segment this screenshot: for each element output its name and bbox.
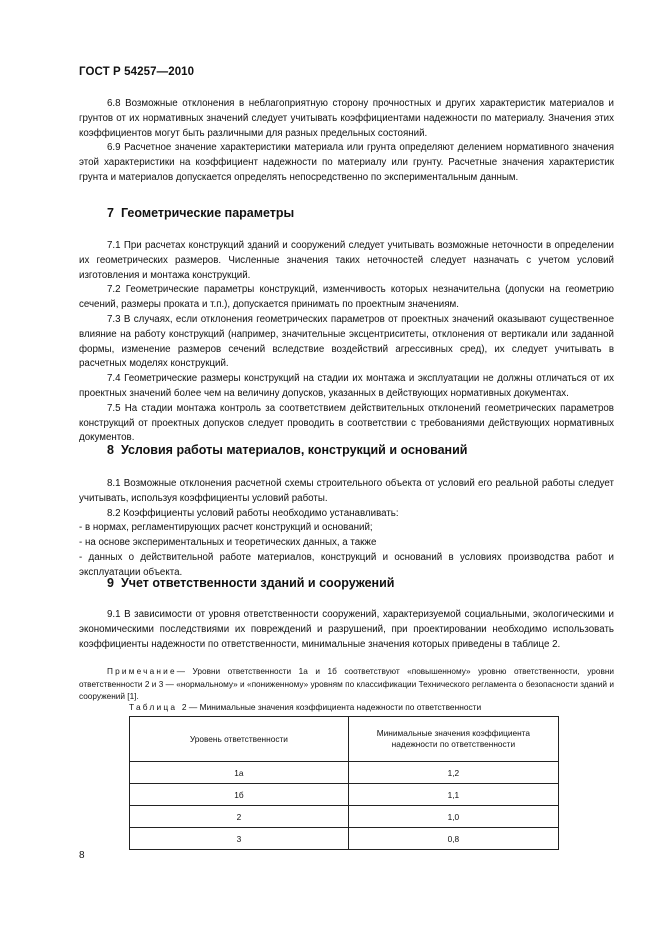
section-8-heading <box>79 443 614 457</box>
section-7-heading <box>79 206 614 220</box>
section-number: 8 <box>107 443 114 457</box>
section-8-body <box>79 477 614 581</box>
section-title <box>79 576 614 590</box>
paragraph-7-3: 7.3 В случаях, если отклонения геометрических параметров от проектных значений оказывают существенное влияние на работу конструкций (например, значительные эксцентриситеты, отклонения от вертикали или заданной формы, изменение размеров сечений вследствие воздействий агрессивных сред), их следует учитывать в расчетных моделях конструкций. <box>79 313 614 370</box>
section-9-heading <box>79 576 614 590</box>
section-title <box>79 206 614 220</box>
note-label: Примечание <box>107 667 177 676</box>
table-header-row <box>130 717 559 762</box>
paragraph-8-2: 8.2 Коэффициенты условий работы необходимо устанавливать: <box>107 507 399 519</box>
table-cell-value: 1,2 <box>348 762 558 784</box>
table-row <box>130 828 559 850</box>
table-cell-level: 2 <box>130 806 349 828</box>
note-body: — Уровни ответственности 1а и 1б соответствуют «повышенному» уровню ответственности, уровни ответственности 2 и 3 — «нормальному» и «пониженному» уровням по классификации Технического регламента о безопасности зданий и сооружений [1]. <box>79 667 614 702</box>
list-item: - на основе экспериментальных и теоретических данных, а также <box>79 537 377 549</box>
note-text <box>79 666 614 704</box>
responsibility-table <box>129 716 559 850</box>
section-number: 7 <box>107 206 114 220</box>
paragraph-7-4: 7.4 Геометрические размеры конструкций на стадии их монтажа и эксплуатации не должны отличаться от их проектных значений более чем на величину допусков, указанных в действующих нормативных документах. <box>79 373 614 399</box>
table-caption <box>129 702 559 712</box>
table-row <box>130 806 559 828</box>
paragraph-7-2: 7.2 Геометрические параметры конструкций, изменчивость которых незначительна (допуски на геометрию сечений, размеры проката и т.п.), допускается принимать по проектным значениям. <box>79 284 614 311</box>
table-cell-value: 1,1 <box>348 784 558 806</box>
section-7-body <box>79 239 614 446</box>
list-item: - в нормах, регламентирующих расчет конструкций и оснований; <box>79 522 373 534</box>
section-title <box>79 443 614 457</box>
note <box>79 666 614 704</box>
table-cell-value: 1,0 <box>348 806 558 828</box>
table-row <box>130 784 559 806</box>
table-cell-level: 1а <box>130 762 349 784</box>
paragraph-8-1: 8.1 Возможные отклонения расчетной схемы строительного объекта от условий его реальной работы следует учитывать, используя коэффициенты условий работы. <box>79 478 614 504</box>
section-title-text: Геометрические параметры <box>120 206 295 220</box>
paragraph-6-9: 6.9 Расчетное значение характеристики материала или грунта определяют делением нормативного значения этой характеристики на коэффициент надежности по материалу или грунту. Расчетные значения характеристик грунта и материалов допускается определять непосредственно по экспериментальным данным. <box>79 142 614 183</box>
section-title-text: Учет ответственности зданий и сооружений <box>120 576 395 590</box>
list-item: - данных о действительной работе материалов, конструкций и оснований в условиях производства работ и эксплуатации объекта. <box>79 551 614 578</box>
paragraph-7-5: 7.5 На стадии монтажа контроль за соответствием действительных отклонений геометрических параметров конструкций от проектных допусков следует проводить в соответствии с требованиями действующих нормативных документов. <box>79 402 614 444</box>
paragraph-9-1: 9.1 В зависимости от уровня ответственности сооружений, характеризуемой социальными, экологическими и экономическими последствиями их повреждений и разрушений, при проектировании необходимо использовать коэффициенты надежности по ответственности, минимальные значения которых приведены в таблице 2. <box>79 609 614 650</box>
page-number: 8 <box>79 850 85 861</box>
section-title-text: Условия работы материалов, конструкций и оснований <box>120 443 468 457</box>
paragraph-6-8: 6.8 Возможные отклонения в неблагоприятную сторону прочностных и других характеристик материалов и грунтов от их нормативных значений следует учитывать коэффициентами надежности по материалу. Значения этих коэффициентов могут быть различными для разных предельных состояний. <box>79 98 614 139</box>
table-cell-level: 1б <box>130 784 349 806</box>
section-number: 9 <box>107 576 114 590</box>
table-row <box>130 762 559 784</box>
table-caption-text: 2 — Минимальные значения коэффициента надежности по ответственности <box>181 702 482 712</box>
column-header-coefficient: Минимальные значения коэффициента надежности по ответственности <box>348 717 558 762</box>
paragraph-7-1: 7.1 При расчетах конструкций зданий и сооружений следует учитывать возможные неточности в определении их геометрических размеров. Численные значения таких неточностей следует назначать с учетом условий изготовления и монтажа конструкций. <box>79 240 614 281</box>
document-header: ГОСТ Р 54257—2010 <box>79 66 195 78</box>
section-6-continued <box>79 97 614 186</box>
column-header-level: Уровень ответственности <box>130 717 349 762</box>
section-9-body <box>79 608 614 652</box>
table-cell-level: 3 <box>130 828 349 850</box>
table-cell-value: 0,8 <box>348 828 558 850</box>
table-caption-label: Таблица <box>129 702 178 712</box>
